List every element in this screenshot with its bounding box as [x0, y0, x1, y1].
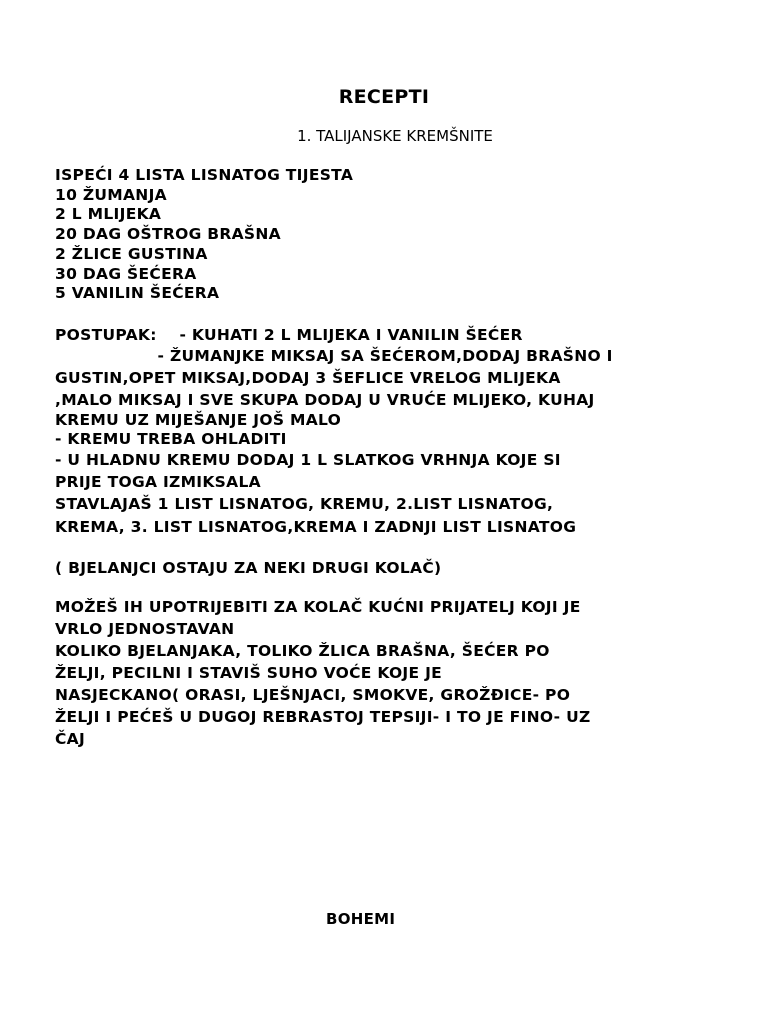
- assembly-line: STAVLAJAŠ 1 LIST LISNATOG, KREMU, 2.LIST LISNATOG,: [55, 495, 554, 513]
- procedure-section: [55, 326, 735, 493]
- ingredient-line: 30 DAG ŠEĆERA: [55, 264, 197, 283]
- procedure-line: - ŽUMANJKE MIKSAJ SA ŠEĆEROM,DODAJ BRAŠNO I: [55, 347, 613, 365]
- extra-line: ČAJ: [55, 730, 86, 748]
- extra-recipe-section: [55, 596, 735, 750]
- assembly-section: [55, 493, 735, 539]
- procedure-line: PRIJE TOGA IZMIKSALA: [55, 473, 261, 491]
- extra-line: ŽELJI, PECILNI I STAVIŠ SUHO VOĆE KOJE JE: [55, 664, 443, 682]
- extra-line: ŽELJI I PEĆEŠ U DUGOJ REBRASTOJ TEPSIJI- I TO JE FINO- UZ: [55, 708, 591, 726]
- ingredient-line: 20 DAG OŠTROG BRAŠNA: [55, 225, 281, 244]
- procedure-line: GUSTIN,OPET MIKSAJ,DODAJ 3 ŠEFLICE VRELOG MLIJEKA: [55, 369, 561, 387]
- ingredient-line: 10 ŽUMANJA: [55, 185, 167, 204]
- ingredient-line: 5 VANILIN ŠEĆERA: [55, 284, 220, 303]
- ingredients-list: [55, 166, 735, 304]
- assembly-line: KREMA, 3. LIST LISNATOG,KREMA I ZADNJI LIST LISNATOG: [55, 518, 577, 536]
- procedure-line: - KREMU TREBA OHLADITI: [55, 430, 287, 448]
- procedure-line: POSTUPAK: - KUHATI 2 L MLIJEKA I VANILIN ŠEĆER: [55, 326, 523, 344]
- ingredient-line: ISPEĆI 4 LISTA LISNATOG TIJESTA: [55, 166, 354, 184]
- ingredient-line: 2 L MLIJEKA: [55, 205, 162, 224]
- recipe-title: 1. TALIJANSKE KREMŠNITE: [297, 127, 493, 145]
- note-line: ( BJELANJCI OSTAJU ZA NEKI DRUGI KOLAČ): [55, 559, 442, 577]
- procedure-line: ,MALO MIKSAJ I SVE SKUPA DODAJ U VRUĆE MLIJEKO, KUHAJ: [55, 391, 595, 409]
- procedure-line: KREMU UZ MIJEŠANJE JOŠ MALO: [55, 411, 342, 429]
- ingredient-line: 2 ŽLICE GUSTINA: [55, 244, 208, 263]
- document-title: RECEPTI: [338, 86, 430, 108]
- procedure-line: - U HLADNU KREMU DODAJ 1 L SLATKOG VRHNJA KOJE SI: [55, 451, 561, 469]
- signature: BOHEMI: [326, 910, 396, 928]
- extra-line: NASJECKANO( ORASI, LJEŠNJACI, SMOKVE, GROŽĐICE- PO: [55, 686, 571, 704]
- extra-line: KOLIKO BJELANJAKA, TOLIKO ŽLICA BRAŠNA, ŠEĆER PO: [55, 642, 550, 660]
- note-section: [55, 558, 735, 579]
- extra-line: MOŽEŠ IH UPOTRIJEBITI ZA KOLAČ KUĆNI PRIJATELJ KOJI JE: [55, 598, 581, 616]
- extra-line: VRLO JEDNOSTAVAN: [55, 620, 235, 638]
